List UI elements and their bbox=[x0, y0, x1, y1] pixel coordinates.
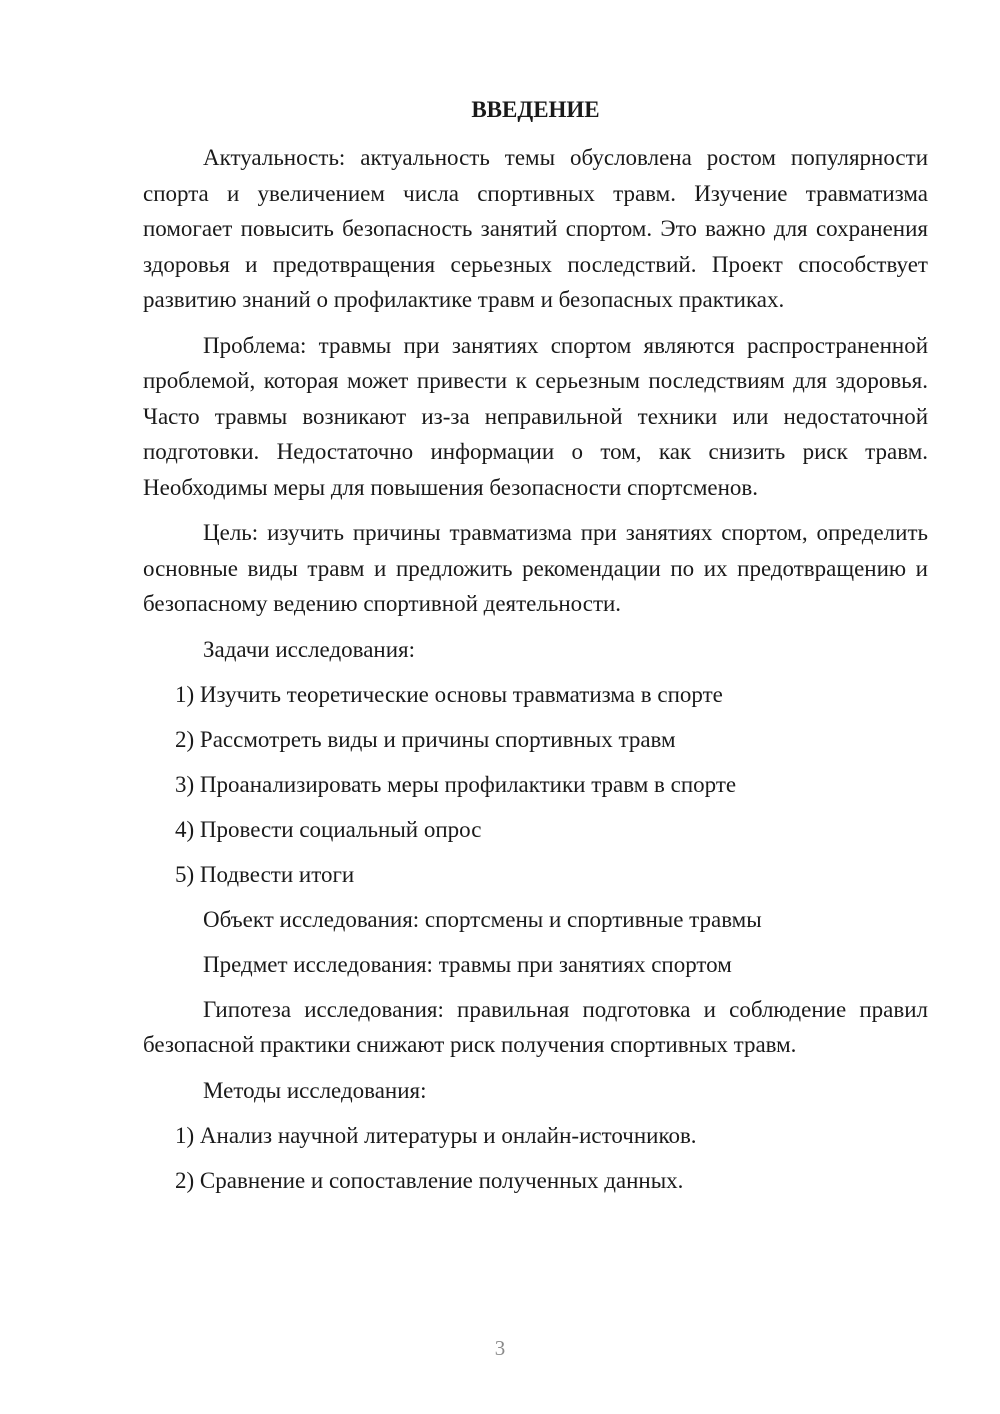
methods-heading: Методы исследования: bbox=[203, 1077, 427, 1103]
hypothesis-paragraph: Гипотеза исследования: правильная подготовка и соблюдение правил безопасной практики снижают риск получения спортивных травм. bbox=[143, 996, 928, 1057]
task-item-4: 4) Провести социальный опрос bbox=[175, 816, 482, 842]
method-item-2: 2) Сравнение и сопоставление полученных данных. bbox=[175, 1167, 684, 1193]
problem-paragraph: Проблема: травмы при занятиях спортом являются распространенной проблемой, которая может привести к серьезным последствиям для здоровья. Часто травмы возникают из-за неправильной техники или недостаточной подготовки. Недостаточно информации о том, как снизить риск травм. Необходимы меры для повышения безопасности спортсменов. bbox=[143, 332, 928, 500]
task-item-3: 3) Проанализировать меры профилактики травм в спорте bbox=[175, 771, 737, 797]
page-content bbox=[143, 92, 928, 1208]
relevance-paragraph: Актуальность: актуальность темы обусловлена ростом популярности спорта и увеличением числа спортивных травм. Изучение травматизма помогает повысить безопасность занятий спортом. Это важно для сохранения здоровья и предотвращения серьезных последствий. Проект способствует развитию знаний о профилактике травм и безопасных практиках. bbox=[143, 145, 928, 312]
research-object: Объект исследования: спортсмены и спортивные травмы bbox=[203, 906, 762, 932]
section-title: ВВЕДЕНИЕ bbox=[471, 97, 600, 122]
tasks-heading: Задачи исследования: bbox=[203, 636, 416, 662]
goal-paragraph: Цель: изучить причины травматизма при занятиях спортом, определить основные виды травм и предложить рекомендации по их предотвращению и безопасному ведению спортивной деятельности. bbox=[143, 520, 928, 616]
page-number: 3 bbox=[494, 1336, 506, 1360]
method-item-1: 1) Анализ научной литературы и онлайн-источников. bbox=[175, 1122, 697, 1148]
task-item-2: 2) Рассмотреть виды и причины спортивных травм bbox=[175, 726, 676, 752]
research-subject: Предмет исследования: травмы при занятиях спортом bbox=[203, 951, 732, 977]
task-item-5: 5) Подвести итоги bbox=[175, 861, 355, 887]
task-item-1: 1) Изучить теоретические основы травматизма в спорте bbox=[175, 681, 723, 707]
